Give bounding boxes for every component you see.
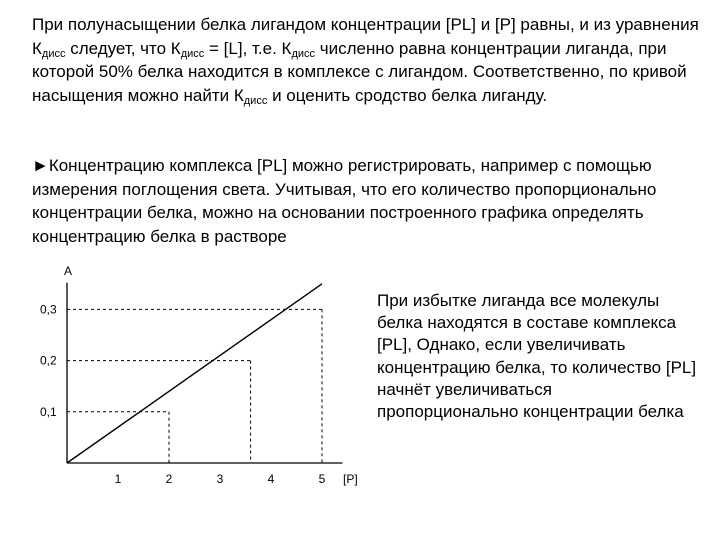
x-tick-label: 3 [216,472,224,486]
text-run: следует, что К [65,38,181,58]
text-run: При полунасыщении белка лигандом концентрации [PL] и [P] равны, и из уравнения К [32,15,699,58]
x-axis-label: [P] [343,472,358,486]
text-run: и оценить сродство белка лиганду. [267,85,548,105]
text-run: численно равна концентрации лиганда, при которой 50% белка находится в комплексе с лигандом. Соответственно, по кривой насыщения можно найти К [32,38,687,105]
subscript: дисс [291,47,316,60]
chart-guides [67,309,322,463]
side-note: При избытке лиганда все молекулы белка находятся в составе комплекса [PL], Однако, если увеличивать концентрацию белка, то количество [PL] начнёт увеличиваться пропорционально концентрации белка [377,291,697,422]
subscript: дисс [180,47,205,60]
data-line [67,284,322,463]
x-tick-label: 4 [267,472,275,486]
measurement-paragraph: ►Концентрацию комплекса [PL] можно регистрировать, например с помощью измерения поглощения света. Учитывая, что его количество пропорционально концентрации белка, можно на основании построенного графика определять концентрацию белка в растворе [32,156,657,246]
y-tick-label: 0,3 [40,302,57,317]
x-tick-label: 2 [165,472,173,486]
subscript: дисс [41,47,66,60]
x-tick-label: 5 [318,472,326,486]
y-axis-label: A [64,264,73,278]
y-tick-label: 0,1 [40,404,57,419]
text-run: = [L], т.е. К [204,38,292,58]
calibration-chart [0,258,370,493]
subscript: дисс [243,94,268,107]
kdiss-paragraph [32,13,700,107]
x-tick-label: 1 [114,472,122,486]
y-tick-label: 0,2 [40,353,57,368]
chart-labels [40,264,358,486]
chart-series [67,284,322,463]
